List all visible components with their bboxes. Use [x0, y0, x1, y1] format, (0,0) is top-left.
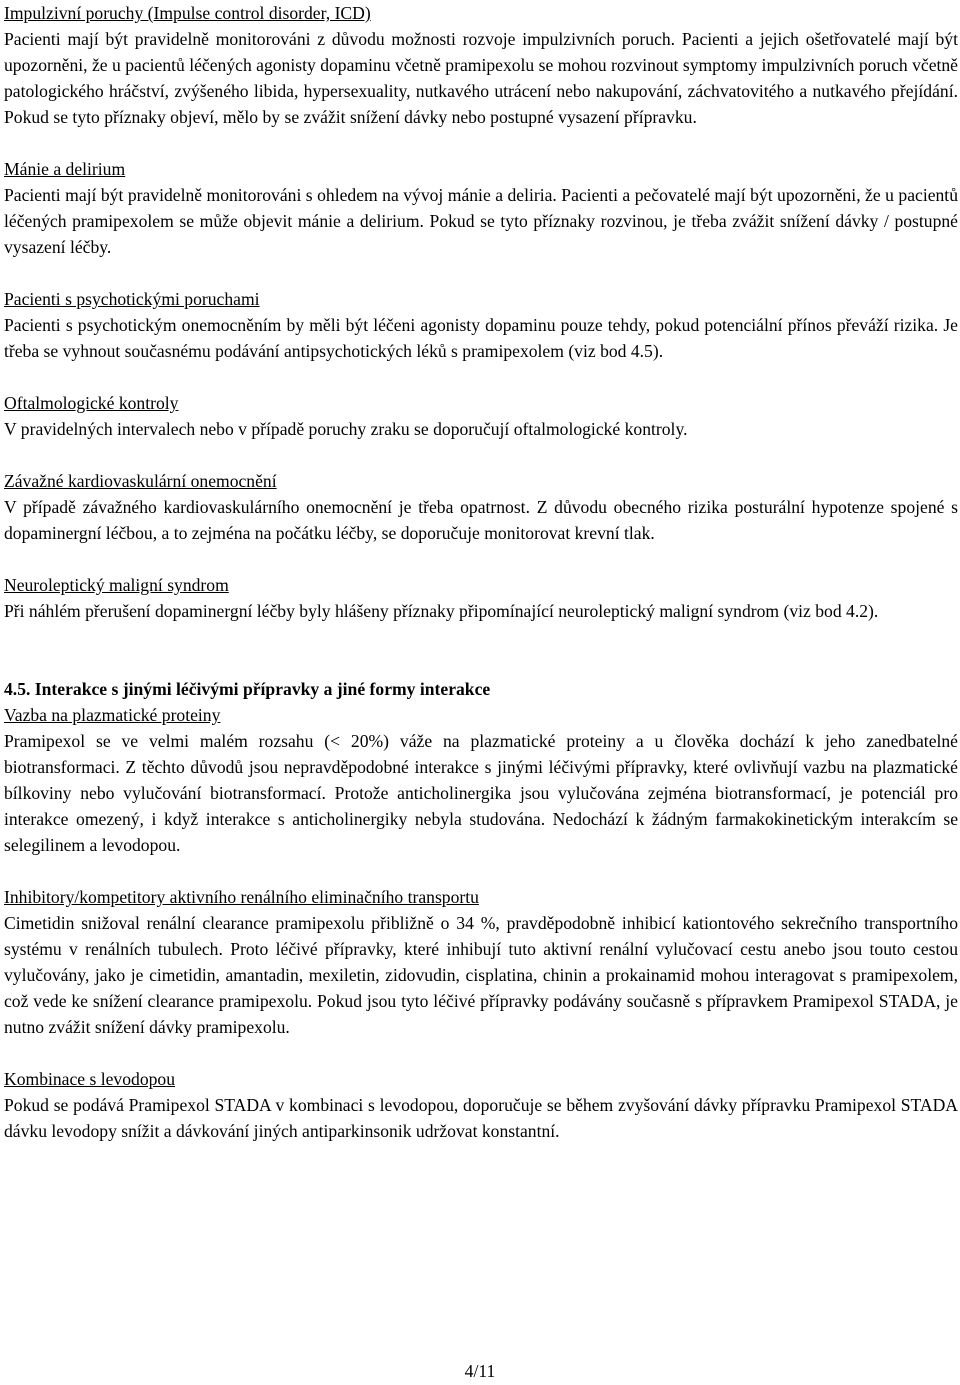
- section-ophthalmologic-checks: [4, 390, 958, 442]
- subsection-heading: Inhibitory/kompetitory aktivního renálního eliminačního transportu: [4, 887, 479, 907]
- section-psychotic-disorders: [4, 286, 958, 364]
- section-text: Při náhlém přerušení dopaminergní léčby byly hlášeny příznaky připomínající neuroleptický maligní syndrom (viz bod 4.2).: [4, 601, 879, 621]
- subsection-text: Pramipexol se ve velmi malém rozsahu (< 20%) váže na plazmatické proteiny a u člověka dochází k jeho zanedbatelné biotransformaci. Z těchto důvodů jsou nepravděpodobné interakce s jinými léčivými přípravky, které ovlivňují vazbu na plazmatické bílkoviny nebo vylučování biotransformací. Protože anticholinergika jsou vylučována zejména biotransformací, je potenciál pro interakce omezený, i když interakce s anticholinergiky nebyla studována. Nedochází k žádným farmakokinetickým interakcím se selegilinem a levodopou.: [4, 731, 958, 855]
- page-number: 4/11: [464, 1361, 496, 1381]
- document-page: [4, 0, 958, 1170]
- section-heading: Závažné kardiovaskulární onemocnění: [4, 471, 277, 491]
- section-heading: Mánie a delirium: [4, 159, 126, 179]
- section-text: Pacienti mají být pravidelně monitorováni z důvodu možnosti rozvoje impulzivních poruch. Pacienti a jejich ošetřovatelé mají být upozorněni, že u pacientů léčených agonisty dopaminu včetně pramipexolu se mohou rozvinout symptomy impulzivních poruch včetně patologického hráčství, zvýšeného libida, hypersexuality, nutkavého utrácení nebo nakupování, záchvatovitého a nutkavého přejídání. Pokud se tyto příznaky objeví, mělo by se zvážit snížení dávky nebo postupné vysazení přípravku.: [4, 29, 958, 127]
- section-cardiovascular-disease: [4, 468, 958, 546]
- section-heading: Impulzivní poruchy (Impulse control disorder, ICD): [4, 3, 371, 23]
- section-title: [4, 676, 958, 702]
- section-text: V případě závažného kardiovaskulárního onemocnění je třeba opatrnost. Z důvodu obecného rizika posturální hypotenze spojené s dopaminergní léčbou, a to zejména na počátku léčby, se doporučuje monitorovat krevní tlak.: [4, 497, 958, 543]
- spacer: [4, 650, 958, 676]
- subsection-text: Cimetidin snižoval renální clearance pramipexolu přibližně o 34 %, pravděpodobně inhibicí kationtového sekrečního transportního systému v renálních tubulech. Proto léčivé přípravky, které inhibují tuto aktivní renální vylučovací cestu anebo jsou touto cestou vylučovány, jako je cimetidin, amantadin, mexiletin, zidovudin, cisplatina, chinin a prokainamid mohou interagovat s pramipexolem, což vede ke snížení clearance pramipexolu. Pokud jsou tyto léčivé přípravky podávány současně s přípravkem Pramipexol STADA, je nutno zvážit snížení dávky pramipexolu.: [4, 913, 958, 1037]
- section-number: 4.5.: [4, 679, 31, 699]
- subsection-heading: Vazba na plazmatické proteiny: [4, 705, 221, 725]
- section-title-text: Interakce s jinými léčivými přípravky a jiné formy interakce: [34, 679, 491, 699]
- section-impulse-disorders: [4, 0, 958, 130]
- subsection-protein-binding: [4, 702, 958, 858]
- section-text: V pravidelných intervalech nebo v případě poruchy zraku se doporučují oftalmologické kontroly.: [4, 419, 688, 439]
- section-text: Pacienti mají být pravidelně monitorováni s ohledem na vývoj mánie a deliria. Pacienti a pečovatelé mají být upozorněni, že u pacientů léčených pramipexolem se může objevit mánie a delirium. Pokud se tyto příznaky rozvinou, je třeba zvážit snížení dávky / postupné vysazení léčby.: [4, 185, 958, 257]
- section-4-5: [4, 676, 958, 1144]
- section-heading: Neuroleptický maligní syndrom: [4, 575, 229, 595]
- subsection-levodopa-combination: [4, 1066, 958, 1144]
- section-mania-delirium: [4, 156, 958, 260]
- section-text: Pacienti s psychotickým onemocněním by měli být léčeni agonisty dopaminu pouze tehdy, pokud potenciální přínos převáží rizika. Je třeba se vyhnout současnému podávání antipsychotických léků s pramipexolem (viz bod 4.5).: [4, 315, 958, 361]
- section-neuroleptic-malignant-syndrome: [4, 572, 958, 624]
- section-heading: Pacienti s psychotickými poruchami: [4, 289, 260, 309]
- section-heading: Oftalmologické kontroly: [4, 393, 179, 413]
- subsection-heading: Kombinace s levodopou: [4, 1069, 176, 1089]
- subsection-renal-transport: [4, 884, 958, 1040]
- subsection-text: Pokud se podává Pramipexol STADA v kombinaci s levodopou, doporučuje se během zvyšování dávky přípravku Pramipexol STADA dávku levodopy snížit a dávkování jiných antiparkinsonik udržovat konstantní.: [4, 1095, 958, 1141]
